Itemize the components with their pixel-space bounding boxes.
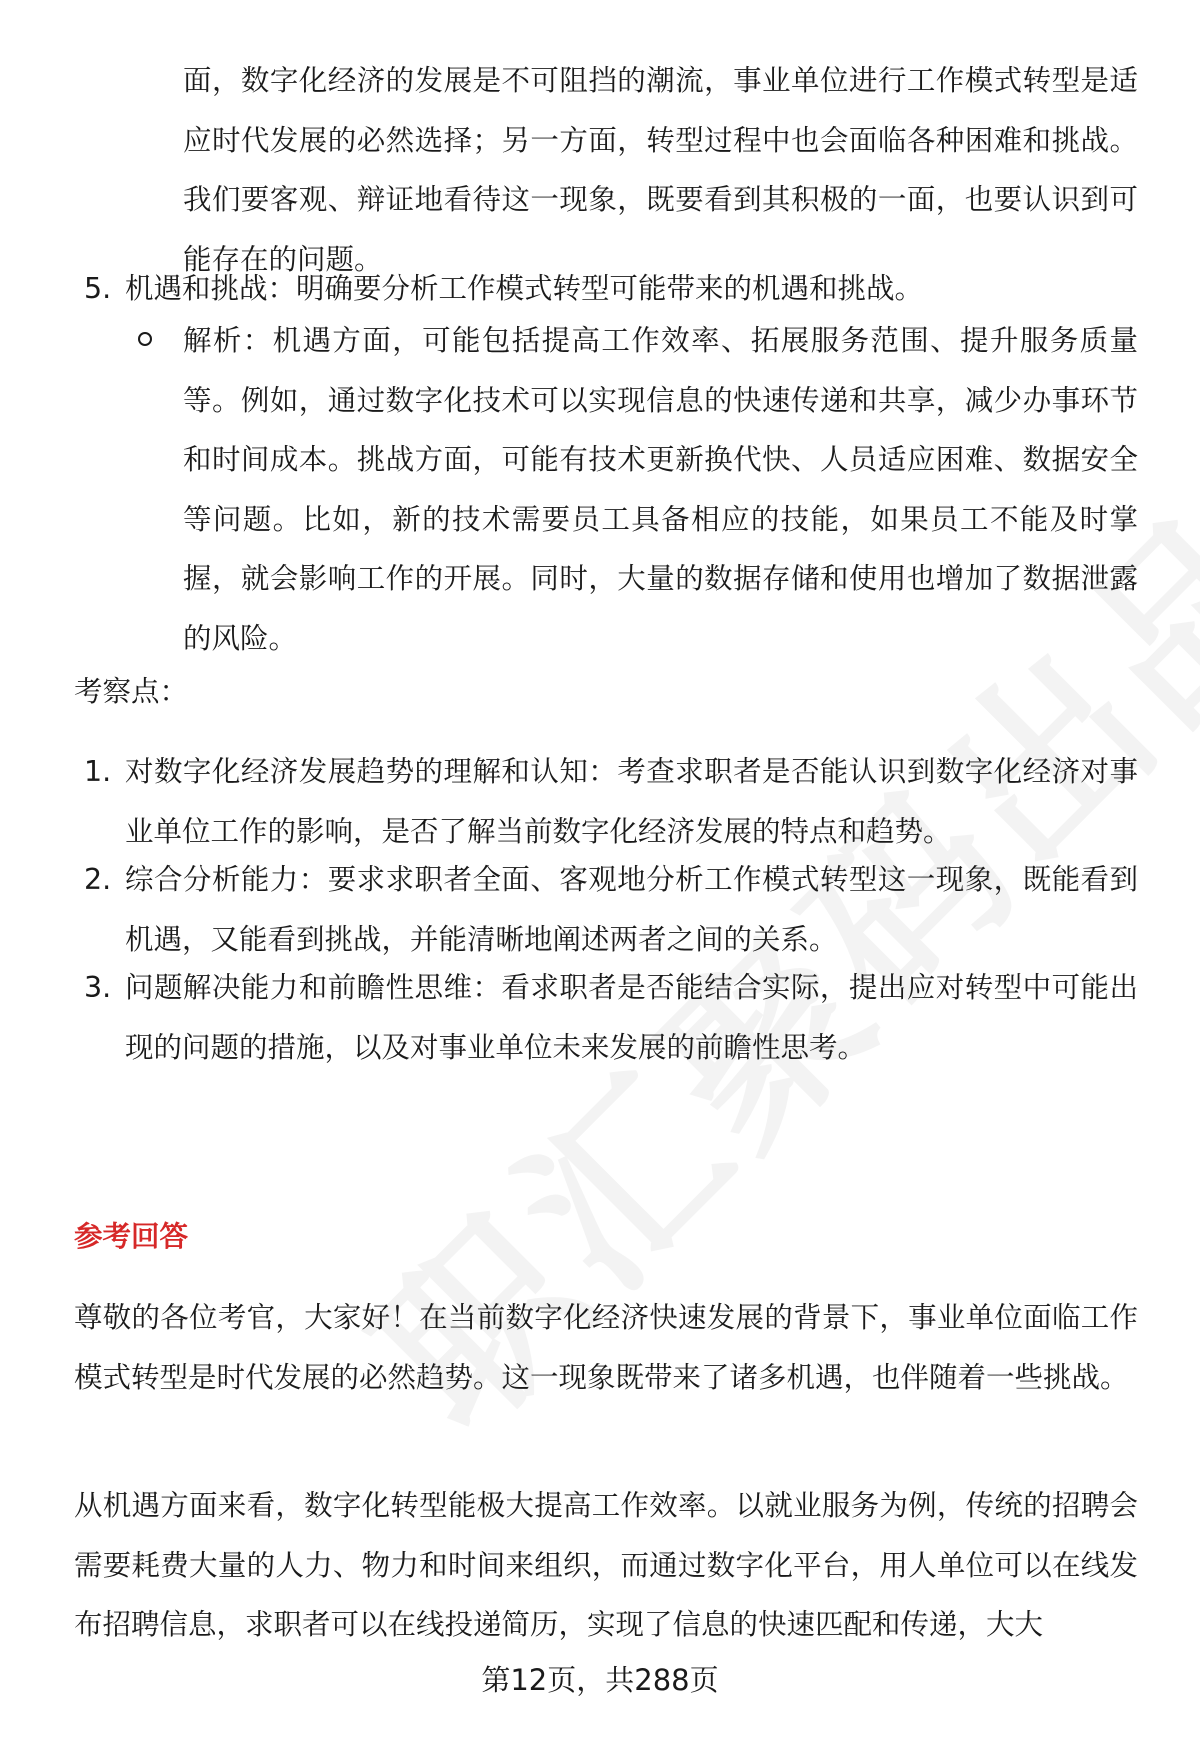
continuation-paragraph: 面，数字化经济的发展是不可阻挡的潮流，事业单位进行工作模式转型是适应时代发展的必然选择；另一方面，转型过程中也会面临各种困难和挑战。我们要客观、辩证地看待这一现象，既要看到其积极的一面，也要认识到可能存在的问题。 — [183, 64, 1138, 276]
list-item-text: 综合分析能力：要求求职者全面、客观地分析工作模式转型这一现象，既能看到机遇，又能看到挑战，并能清晰地阐述两者之间的关系。 — [125, 863, 1138, 956]
page-number-footer: 第12页，共288页 — [481, 1663, 719, 1697]
exam-points-heading: 考察点： — [74, 675, 189, 708]
answer-paragraph: 尊敬的各位考官，大家好！在当前数字化经济快速发展的背景下，事业单位面临工作模式转型是时代发展的必然趋势。这一现象既带来了诸多机遇，也伴随着一些挑战。 — [74, 1301, 1138, 1394]
analysis-paragraph: 解析：机遇方面，可能包括提高工作效率、拓展服务范围、提升服务质量等。例如，通过数字化技术可以实现信息的快速传递和共享，减少办事环节和时间成本。挑战方面，可能有技术更新换代快、人员适应困难、数据安全等问题。比如，新的技术需要员工具备相应的技能，如果员工不能及时掌握，就会影响工作的开展。同时，大量的数据存储和使用也增加了数据泄露的风险。 — [183, 324, 1138, 655]
circle-bullet-icon — [138, 332, 152, 346]
list-number: 2. — [84, 863, 112, 896]
list-number: 3. — [84, 971, 112, 1004]
list-item-text: 机遇和挑战：明确要分析工作模式转型可能带来的机遇和挑战。 — [125, 272, 924, 305]
reference-answer-heading: 参考回答 — [74, 1220, 189, 1253]
list-number: 5. — [84, 272, 112, 305]
answer-paragraph: 从机遇方面来看，数字化转型能极大提高工作效率。以就业服务为例，传统的招聘会需要耗费大量的人力、物力和时间来组织，而通过数字化平台，用人单位可以在线发布招聘信息，求职者可以在线投递简历，实现了信息的快速匹配和传递，大大 — [74, 1489, 1138, 1641]
list-number: 1. — [84, 755, 112, 788]
list-item-text: 问题解决能力和前瞻性思维：看求职者是否能结合实际，提出应对转型中可能出现的问题的措施，以及对事业单位未来发展的前瞻性思考。 — [125, 971, 1138, 1064]
list-item-text: 对数字化经济发展趋势的理解和认知：考查求职者是否能认识到数字化经济对事业单位工作的影响，是否了解当前数字化经济发展的特点和趋势。 — [125, 755, 1138, 848]
